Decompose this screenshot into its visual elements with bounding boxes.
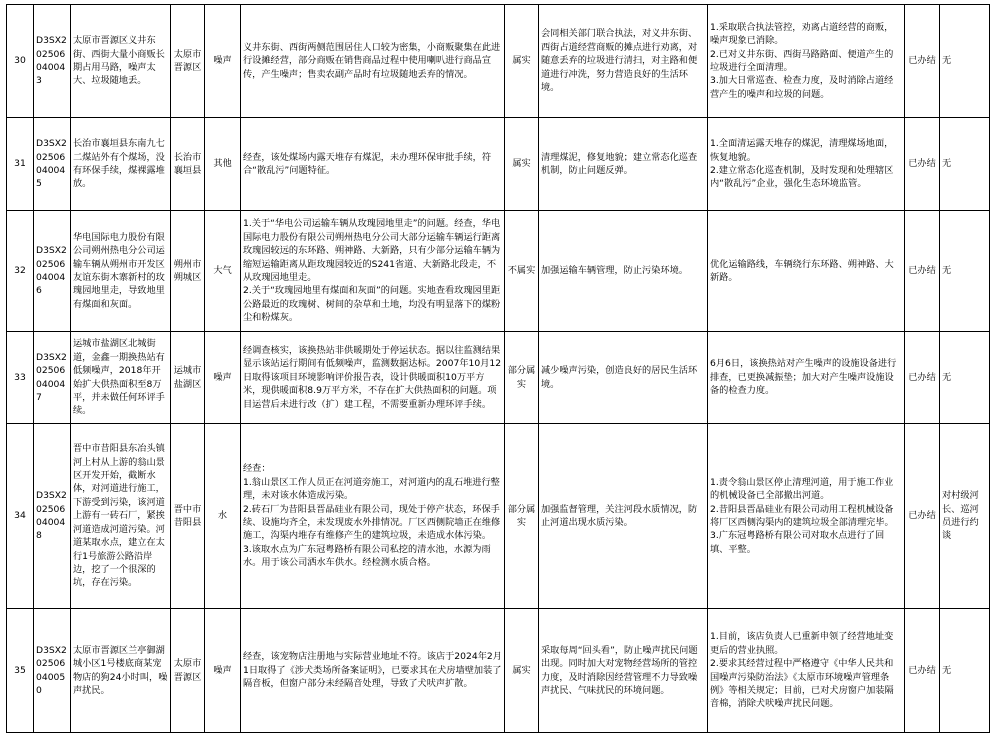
pollution-type-text: 噪声 xyxy=(213,664,232,676)
handling-status-text: 已办结 xyxy=(908,265,936,277)
administrative-region-text: 长治市襄垣县 xyxy=(173,151,202,176)
complaint-content-cell xyxy=(71,424,171,609)
complaint-content-cell xyxy=(71,5,171,118)
pollution-type-cell xyxy=(205,609,241,733)
rectification-measures-text: 6月6日，该换热站对产生噪声的设施设备进行排查，已更换减振垫；加大对产生噪声设施设备的检查力度。 xyxy=(710,358,897,397)
verification-result-text: 属实 xyxy=(512,664,531,676)
complaint-content-text: 华电国际电力股份有限公司朔州热电分公司运输车辆从朔州市开发区友谊东街木寨新村的玫瑰园地里走，导致地里有煤面和灰面。 xyxy=(73,231,165,310)
row-number-text: 30 xyxy=(14,55,26,67)
table-row xyxy=(7,5,990,118)
rectification-goal-text: 加强运输车辆管理，防止污染环境。 xyxy=(541,265,688,277)
row-number-text: 32 xyxy=(14,265,26,277)
rectification-measures-cell xyxy=(708,424,905,609)
administrative-region-cell xyxy=(171,211,205,332)
accountability-cell xyxy=(940,211,990,332)
verification-result-cell xyxy=(505,332,539,424)
verification-result-text: 不属实 xyxy=(507,265,536,277)
row-number-cell xyxy=(7,424,34,609)
table-row xyxy=(7,332,990,424)
complaint-table xyxy=(6,4,990,733)
investigation-finding-text: 义井东街、西街两侧范围居住人口较为密集，小商贩聚集在此进行设摊经营，部分商贩在销售商品过程中使用喇叭进行商品宣传，产生噪声；售卖农副产品时有垃圾随地丢弃的情况。 xyxy=(243,41,501,80)
verification-result-cell xyxy=(505,211,539,332)
complaint-content-text: 太原市晋源区兰亭御湖城小区1号楼底商某宠物店的狗24小时叫，噪声扰民。 xyxy=(73,644,168,696)
case-code-cell xyxy=(34,332,71,424)
rectification-goal-cell xyxy=(539,5,708,118)
investigation-finding-cell xyxy=(241,211,505,332)
handling-status-cell xyxy=(905,5,940,118)
accountability-cell xyxy=(940,609,990,733)
administrative-region-text: 太原市晋源区 xyxy=(173,48,202,73)
rectification-measures-text: 2.已对义井东街、西街马路路面、便道产生的垃圾进行全面清理。 xyxy=(710,48,894,73)
complaint-content-cell xyxy=(71,609,171,733)
pollution-type-text: 水 xyxy=(217,510,228,522)
investigation-finding-cell xyxy=(241,332,505,424)
accountability-text: 无 xyxy=(942,371,952,383)
case-code-text: D3SX202506040050 xyxy=(36,644,67,696)
rectification-goal-text: 减少噪声污染，创造良好的居民生活环境。 xyxy=(541,365,698,390)
handling-status-cell xyxy=(905,332,940,424)
investigation-finding-text: 1.关于“华电公司运输车辆从玫瑰园地里走”的问题。经查，华电国际电力股份有限公司朔州热电分公司大部分运输车辆运行距离玫瑰园较远的东环路、朔神路、大新路，只有少部分运输车辆为缩短运输距离从距玫瑰园较近的S241省道、大新路北段走，不从玫瑰园地里走。 xyxy=(243,218,501,283)
rectification-measures-text: 2.要求其经营过程中严格遵守《中华人民共和国噪声污染防治法》《太原市环境噪声管理条例》等相关规定；目前，已对犬房窗户加装隔音棉，消除犬吠噪声扰民问题。 xyxy=(710,658,894,710)
row-number-cell xyxy=(7,118,34,211)
investigation-finding-cell xyxy=(241,5,505,118)
table-row xyxy=(7,211,990,332)
handling-status-text: 已办结 xyxy=(908,158,936,170)
accountability-cell xyxy=(940,5,990,118)
rectification-measures-cell xyxy=(708,118,905,211)
investigation-finding-text: 经查，该宠物店注册地与实际营业地址不符。该店于2024年2月1日取得了《涉犬类场所备案证明》，已要求其在犬房墙壁加装了隔音板，但窗户部分未经隔音处理，导致了犬吠声扩散。 xyxy=(243,651,502,690)
verification-result-text: 部分属实 xyxy=(507,503,536,528)
handling-status-text: 已办结 xyxy=(908,664,936,676)
rectification-goal-text: 采取每周“回头看”，防止噪声扰民问题出现。同时加大对宠物经营场所的管控力度，及时消除因经营管理不力导致噪声扰民、气味扰民的环境问题。 xyxy=(541,644,698,696)
investigation-finding-cell xyxy=(241,424,505,609)
rectification-measures-text: 3.加大日常巡查、检查力度，及时消除占道经营产生的噪声和垃圾的问题。 xyxy=(710,75,894,100)
verification-result-cell xyxy=(505,424,539,609)
administrative-region-cell xyxy=(171,118,205,211)
case-code-text: D3SX202506040043 xyxy=(36,35,67,87)
case-code-cell xyxy=(34,118,71,211)
administrative-region-text: 运城市盐湖区 xyxy=(173,365,202,390)
handling-status-cell xyxy=(905,118,940,211)
rectification-goal-cell xyxy=(539,609,708,733)
rectification-measures-text: 2.建立常态化巡查机制，及时发现和处理辖区内“散乱污”企业，强化生态环境监管。 xyxy=(710,165,894,190)
complaint-content-cell xyxy=(71,118,171,211)
administrative-region-text: 晋中市昔阳县 xyxy=(173,503,202,528)
pollution-type-cell xyxy=(205,211,241,332)
complaint-content-text: 运城市盐湖区北城街道，金鑫一期换热站有低频噪声，2018年开始扩大供热面积至8万平，并未做任何环评手续。 xyxy=(73,338,165,417)
administrative-region-cell xyxy=(171,332,205,424)
case-code-cell xyxy=(34,5,71,118)
rectification-measures-cell xyxy=(708,5,905,118)
document-page xyxy=(6,4,989,733)
complaint-content-text: 太原市晋源区义井东街、西街大量小商贩长期占用马路，噪声太大、垃圾随地丢。 xyxy=(73,35,165,87)
rectification-goal-cell xyxy=(539,211,708,332)
pollution-type-cell xyxy=(205,5,241,118)
case-code-text: D3SX202506040048 xyxy=(36,490,67,542)
rectification-measures-text: 优化运输路线，车辆绕行东环路、朔神路、大新路。 xyxy=(710,258,894,283)
verification-result-text: 部分属实 xyxy=(507,365,536,390)
row-number-text: 33 xyxy=(14,371,26,383)
investigation-finding-text: 2.砖石厂为昔阳县晋晶硅业有限公司，现处于停产状态，环保手续、设施均齐全，未发现废水外排情况。厂区西侧院墙正在维修施工，沟渠内堆存有维修产生的建筑垃圾，未造成水体污染。 xyxy=(243,503,501,542)
accountability-cell xyxy=(940,332,990,424)
pollution-type-text: 其他 xyxy=(213,158,232,170)
case-code-cell xyxy=(34,609,71,733)
case-code-text: D3SX202506040046 xyxy=(36,245,67,297)
complaint-content-cell xyxy=(71,211,171,332)
row-number-cell xyxy=(7,332,34,424)
row-number-text: 35 xyxy=(14,664,26,676)
pollution-type-text: 大气 xyxy=(213,265,232,277)
investigation-finding-text: 3.该取水点为广东冠粤路桥有限公司私挖的清水池，水源为雨水。用于该公司洒水车供水。经检测水质合格。 xyxy=(243,543,491,569)
case-code-cell xyxy=(34,211,71,332)
complaint-content-cell xyxy=(71,332,171,424)
rectification-goal-cell xyxy=(539,118,708,211)
investigation-finding-text: 经调查核实，该换热站非供暖期处于停运状态。据以往监测结果显示该站运行期间有低频噪声，监测数据达标。2007年10月12日取得该项目环境影响评价报告表，设计供暖面积10万平方米，现供暖面积8.9万平方米，不存在扩大供热面积的问题。项目运营后未进行改（扩）建工程，不需要重新办理环评手续。 xyxy=(243,344,502,410)
investigation-finding-text: 经查，该处煤场内露天堆存有煤泥，未办理环保审批手续，符合“散乱污”问题特征。 xyxy=(243,151,492,176)
table-row xyxy=(7,424,990,609)
handling-status-text: 已办结 xyxy=(908,371,936,383)
row-number-text: 34 xyxy=(14,510,26,522)
pollution-type-cell xyxy=(205,424,241,609)
verification-result-text: 属实 xyxy=(512,158,531,170)
administrative-region-cell xyxy=(171,424,205,609)
accountability-text: 无 xyxy=(942,158,952,170)
administrative-region-cell xyxy=(171,609,205,733)
administrative-region-cell xyxy=(171,5,205,118)
table-row xyxy=(7,609,990,733)
row-number-cell xyxy=(7,5,34,118)
row-number-cell xyxy=(7,211,34,332)
rectification-measures-text: 1.全面清运露天堆存的煤泥，清理煤场地面，恢复地貌。 xyxy=(710,138,894,163)
handling-status-text: 已办结 xyxy=(908,510,936,522)
rectification-measures-text: 1.采取联合执法管控，劝离占道经营的商贩，噪声现象已消除。 xyxy=(710,21,894,47)
complaint-content-text: 晋中市昔阳县东冶头镇河上村从上游的翁山景区开发开始，截断水体，对河道进行施工，下游受到污染，该河道上游有一砖石厂，紧挨河道造成河道污染。河道某取水点，建立在太行1号旅游公路沿岸边，挖了一个很深的坑，存在污染。 xyxy=(73,443,165,589)
verification-result-text: 属实 xyxy=(512,55,531,67)
pollution-type-text: 噪声 xyxy=(213,371,232,383)
pollution-type-text: 噪声 xyxy=(213,55,232,67)
handling-status-cell xyxy=(905,424,940,609)
verification-result-cell xyxy=(505,118,539,211)
rectification-goal-text: 加强监督管理，关注河段水质情况，防止河道出现水质污染。 xyxy=(541,503,698,528)
investigation-finding-text: 2.关于“玫瑰园地里有煤面和灰面”的问题。实地查看玫瑰园里距公路最近的玫瑰树、树间的杂草和土地，均没有明显落下的煤粉尘和粉煤灰。 xyxy=(243,285,501,324)
rectification-measures-text: 2.昔阳县晋晶硅业有限公司动用工程机械设备将厂区西侧沟渠内的建筑垃圾全部清理完毕。 xyxy=(710,503,894,528)
case-code-cell xyxy=(34,424,71,609)
rectification-measures-cell xyxy=(708,609,905,733)
rectification-goal-cell xyxy=(539,424,708,609)
administrative-region-text: 朔州市朔城区 xyxy=(173,258,202,283)
handling-status-cell xyxy=(905,609,940,733)
investigation-finding-cell xyxy=(241,609,505,733)
rectification-measures-cell xyxy=(708,332,905,424)
rectification-measures-text: 1.目前，该店负责人已重新申领了经营地址变更后的营业执照。 xyxy=(710,631,894,656)
accountability-text: 无 xyxy=(942,664,952,676)
row-number-cell xyxy=(7,609,34,733)
complaint-content-text: 长治市襄垣县东南九七二煤站外有个煤场，没有环保手续，煤裸露堆放。 xyxy=(73,138,165,190)
verification-result-cell xyxy=(505,609,539,733)
accountability-text: 对村级河长、巡河员进行约谈 xyxy=(942,490,979,542)
pollution-type-cell xyxy=(205,118,241,211)
handling-status-cell xyxy=(905,211,940,332)
accountability-text: 无 xyxy=(942,265,952,277)
rectification-measures-text: 3.广东冠粤路桥有限公司对取水点进行了回填、平整。 xyxy=(710,530,885,555)
handling-status-text: 已办结 xyxy=(908,55,936,67)
rectification-measures-cell xyxy=(708,211,905,332)
case-code-text: D3SX202506040045 xyxy=(36,138,67,190)
investigation-finding-cell xyxy=(241,118,505,211)
row-number-text: 31 xyxy=(14,158,26,170)
administrative-region-text: 太原市晋源区 xyxy=(173,658,202,683)
table-row xyxy=(7,118,990,211)
accountability-cell xyxy=(940,118,990,211)
accountability-text: 无 xyxy=(942,55,952,67)
case-code-text: D3SX202506040047 xyxy=(36,351,67,403)
rectification-goal-text: 清理煤泥，修复地貌；建立常态化巡查机制，防止问题反弹。 xyxy=(541,151,698,176)
pollution-type-cell xyxy=(205,332,241,424)
rectification-goal-cell xyxy=(539,332,708,424)
accountability-cell xyxy=(940,424,990,609)
rectification-goal-text: 会同相关部门联合执法，对义井东街、西街占道经营商贩的摊点进行劝离，对随意丢弃的垃圾进行清扫，对主路和便道进行冲洗，努力营造良好的生活环境。 xyxy=(541,28,698,94)
investigation-finding-text: 经查： xyxy=(243,463,271,475)
rectification-measures-text: 1.责令翁山景区停止清理河道，用于施工作业的机械设备已全部撤出河道。 xyxy=(710,476,894,502)
investigation-finding-text: 1.翁山景区工作人员正在河道旁施工，对河道内的乱石堆进行整理，未对该水体造成污染。 xyxy=(243,476,500,502)
verification-result-cell xyxy=(505,5,539,118)
